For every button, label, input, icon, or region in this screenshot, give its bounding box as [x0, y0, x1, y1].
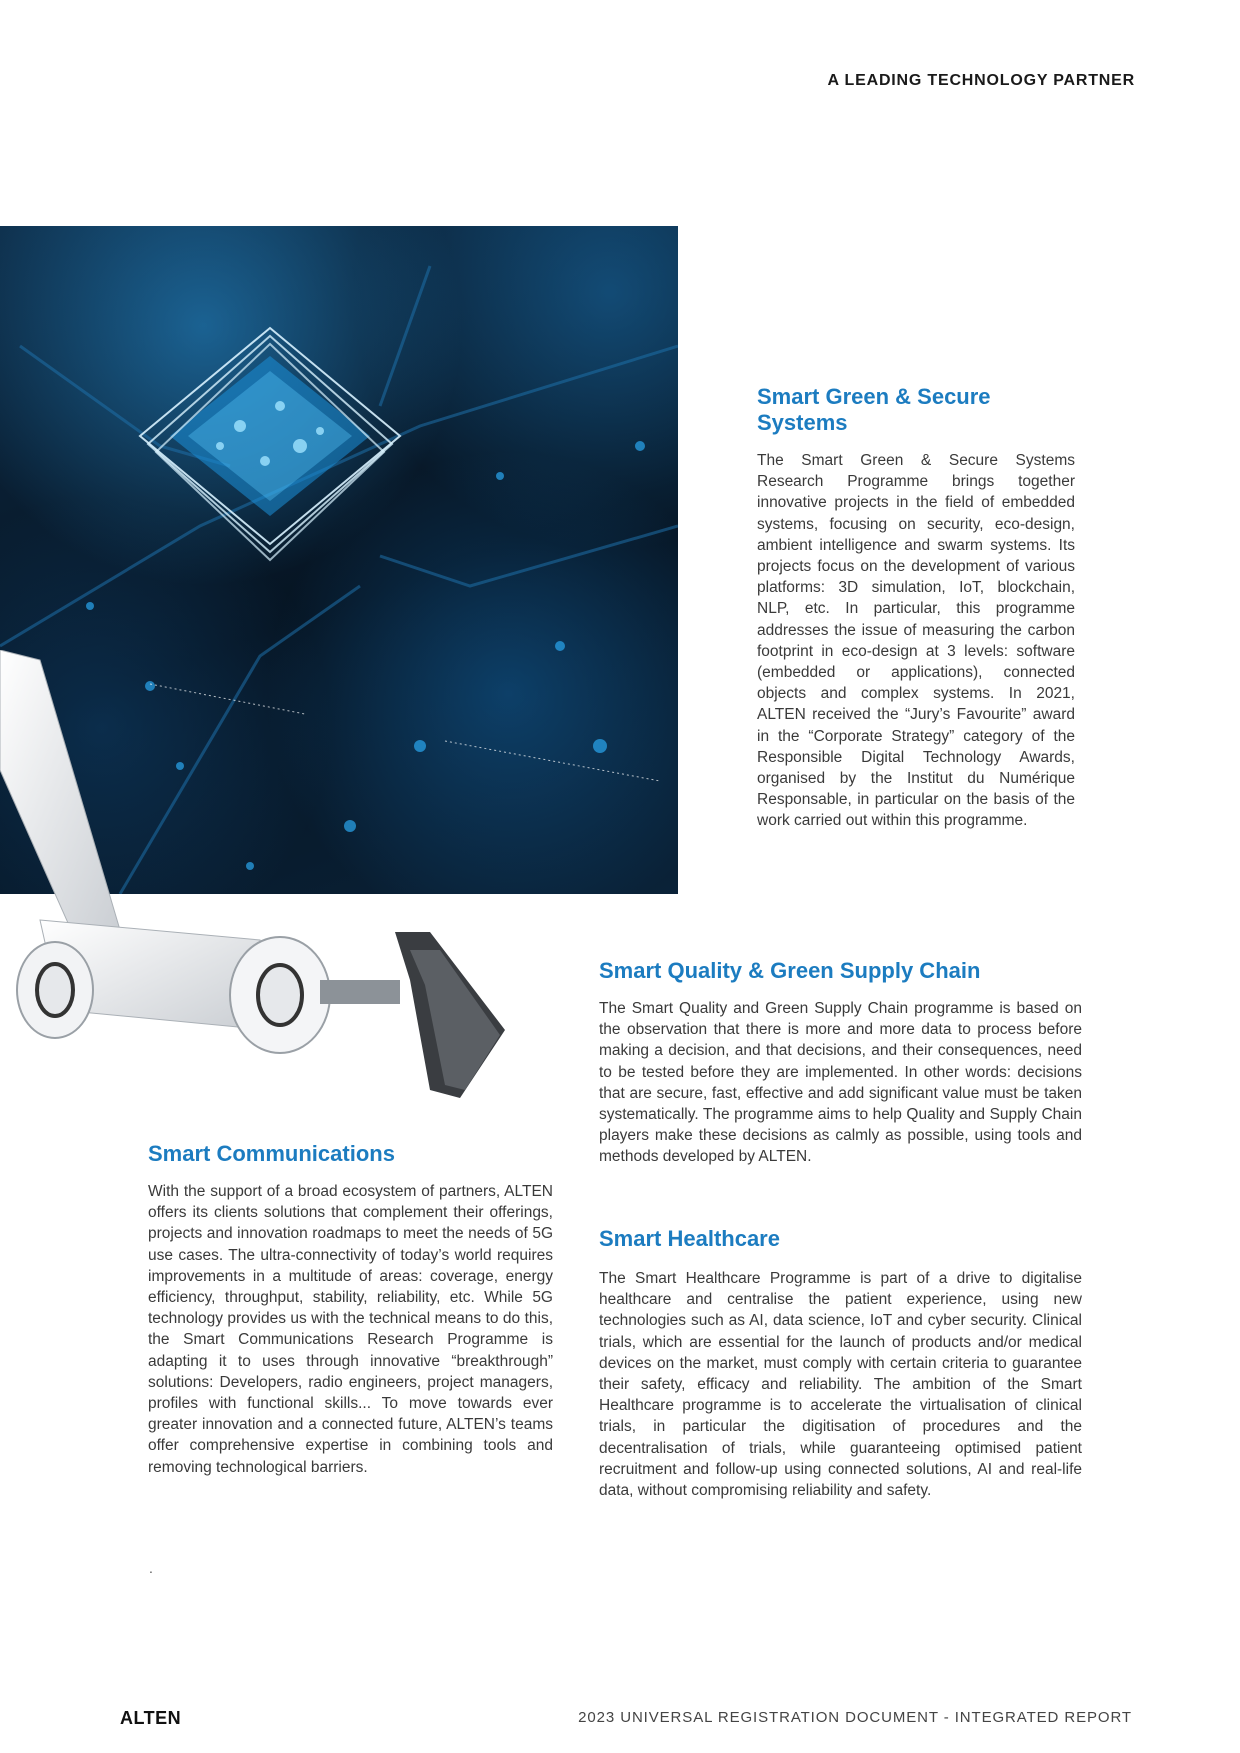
- header-tagline: A LEADING TECHNOLOGY PARTNER: [827, 72, 1135, 89]
- section-title-quality: Smart Quality & Green Supply Chain: [599, 958, 981, 983]
- footer-document-title: 2023 UNIVERSAL REGISTRATION DOCUMENT - INTEGRATED REPORT: [578, 1709, 1132, 1726]
- alten-logo: ALTEN: [120, 1708, 182, 1728]
- trailing-dot: .: [149, 1560, 153, 1576]
- section-title-green: Smart Green & Secure Systems: [757, 384, 991, 435]
- section-body-quality: The Smart Quality and Green Supply Chain programme is based on the observation that there is more and more data to process before making a decision, and that decisions, and their consequences, need to be tested before they are implemented. In other words: decisions that are secure, fast, effective and add significant value must be taken systematically. The programme aims to help Quality and Supply Chain players make these decisions as calmly as possible, using tools and methods developed by ALTEN.: [599, 1000, 1082, 1166]
- section-title-communications: Smart Communications: [148, 1141, 395, 1166]
- section-body-healthcare: The Smart Healthcare Programme is part of a drive to digitalise healthcare and centralise the patient experience, using new technologies such as AI, data science, IoT and cyber security. Clinical trials, which are essential for the launch of products and/or medical devices on the market, must comply with certain criteria to guarantee their safety, efficacy and reliability. The ambition of the Smart Healthcare programme is to accelerate the virtualisation of clinical trials, in particular the digitisation of procedures and the decentralisation of trials, while guaranteeing optimised patient recruitment and follow-up using connected solutions, AI and real-life data, without compromising reliability and safety.: [599, 1270, 1082, 1500]
- section-title-healthcare: Smart Healthcare: [599, 1226, 780, 1251]
- robot-arm-image: [0, 650, 540, 1110]
- section-body-green: The Smart Green & Secure Systems Research Programme brings together innovative projects in the field of embedded systems, focusing on security, eco-design, ambient intelligence and swarm systems. Its projects focus on the development of various platforms: 3D simulation, IoT, blockchain, NLP, etc. In particular, this programme addresses the issue of measuring the carbon footprint in eco-design at 3 levels: software (embedded or applications), connected objects and complex systems. In 2021, ALTEN received the “Jury’s Favourite” award in the “Corporate Strategy” category of the Responsible Digital Technology Awards, organised by the Institut du Numérique Responsable, in particular on the basis of the work carried out within this programme.: [757, 452, 1075, 830]
- section-body-communications: With the support of a broad ecosystem of partners, ALTEN offers its clients solutions that complement their offerings, projects and innovation roadmaps to meet the needs of 5G use cases. The ultra-connectivity of today’s world requires improvements in a multitude of areas: coverage, energy efficiency, throughput, stability, reliability, etc. While 5G technology provides us with the technical means to do this, the Smart Communications Research Programme is adapting it to uses through innovative “breakthrough” solutions: Developers, radio engineers, project managers, profiles with functional skills... To move towards ever greater innovation and a connected future, ALTEN’s teams offer comprehensive expertise in combining tools and removing technological barriers.: [148, 1183, 553, 1476]
